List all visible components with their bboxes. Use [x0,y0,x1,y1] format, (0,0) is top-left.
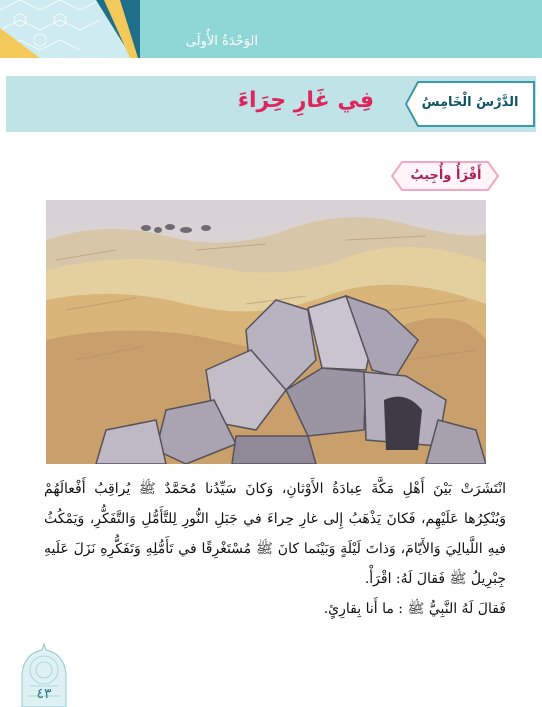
passage-paragraph-2: فَقالَ لَهُ النَّبِيُّ ﷺ : ما أَنا بِقارِئٍ. [323,601,506,617]
top-header-band-light [122,0,542,58]
lesson-tag-label: الدَّرْسُ الْخَامِسُ [421,95,519,110]
lesson-passage [44,474,506,624]
lesson-title: فِي غَارِ حِرَاءَ [237,88,374,113]
unit-title: الوَحْدَةُ الأُولَى [185,34,258,49]
corner-pattern-icon [0,0,140,58]
cave-mountain-illustration [46,200,486,464]
section-label: أَقْرَأُ وأُجِيبُ [410,168,482,183]
page-number: ٤٣ [36,686,52,702]
passage-paragraph-1: انْتَشَرَتْ بَيْنَ أَهْلِ مَكَّةَ عِبادَةُ الأَوْثانِ، وَكانَ سَيِّدُنا مُحَمَّدٌ ﷺ يُراقِبُ أَفْعالَهُمْ وَيُنْكِرُها عَلَيْهِم، فَكانَ يَذْهَبُ إِلى غارِ حِراءَ في جَبَلِ النُّورِ لِلتَّأَمُّلِ وَالتَّفَكُّرِ، وَيَمْكُثُ فيهِ اللَّيالِيَ وَالأَيّامَ، وَذاتَ لَيْلَةٍ وَبَيْنَما كانَ ﷺ مُسْتَغْرِقًا في تَأَمُّلِهِ وَتَفَكُّرِهِ نَزَلَ عَلَيهِ جِبْرِيلُ ﷺ فَقالَ لَهُ: اقْرَأْ. [44,481,506,587]
